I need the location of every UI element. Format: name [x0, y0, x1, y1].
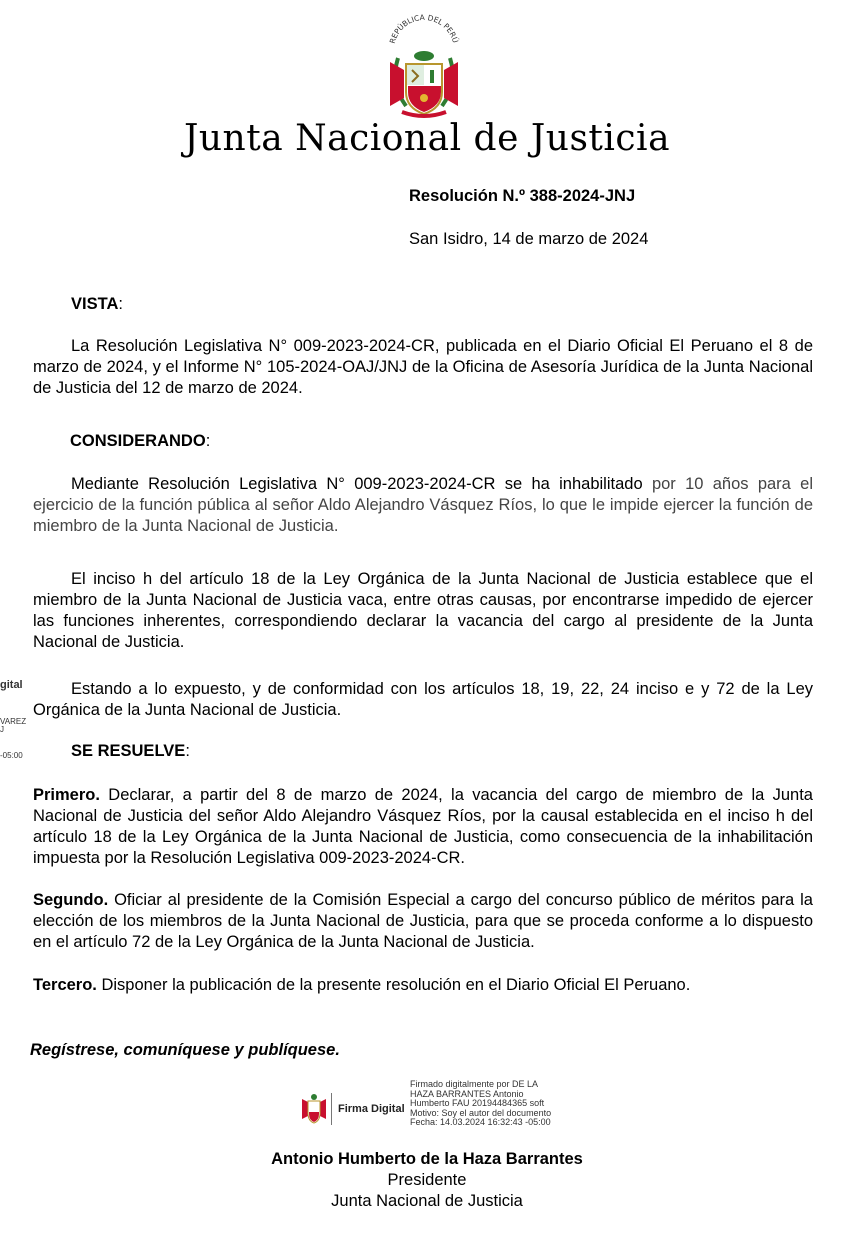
considerando-paragraph-1: Mediante Resolución Legislativa N° 009-2023-2024-CR se ha inhabilitado por 10 años para el ejercicio de la función pública al señor Aldo Alejandro Vásquez Ríos, lo que le impide ejercer la función de miembro de la Junta Nacional de Justicia.: [33, 475, 813, 535]
resuelve-heading: SE RESUELVE:: [71, 742, 190, 760]
vista-heading: VISTA:: [71, 295, 123, 313]
resolution-item-tercero: Tercero. Disponer la publicación de la presente resolución en el Diario Oficial El Peruano.: [33, 976, 691, 994]
digital-signature-details: Firmado digitalmente por DE LA HAZA BARRANTES Antonio Humberto FAU 20194484365 soft Motivo: Soy el autor del documento Fecha: 14.03.2024 16:32:43 -05:00: [410, 1079, 552, 1127]
resolution-item-primero: Primero. Declarar, a partir del 8 de marzo de 2024, la vacancia del cargo de miembro de la Junta Nacional de Justicia del señor Aldo Alejandro Vásquez Ríos, por la causal establecida en el inciso h del artículo 18 de la Ley Orgánica de la Junta Nacional de Justicia, como consecuencia de la inhabilitación impuesta por la Resolución Legislativa 009-2023-2024-CR.: [33, 786, 813, 867]
signature-divider: [331, 1093, 332, 1125]
signer-name: Antonio Humberto de la Haza Barrantes: [271, 1150, 583, 1168]
svg-text:REPÚBLICA DEL PERÚ: REPÚBLICA DEL PERÚ: [387, 14, 461, 45]
considerando-paragraph-3: Estando a lo expuesto, y de conformidad con los artículos 18, 19, 22, 24 inciso e y 72 de la Ley Orgánica de la Junta Nacional de Justicia.: [33, 680, 813, 719]
resolution-item-segundo: Segundo. Oficiar al presidente de la Comisión Especial a cargo del concurso público de méritos para la elección de los miembros de la Junta Nacional de Justicia, para que se proceda conforme a lo dispuesto en el artículo 72 de la Ley Orgánica de la Junta Nacional de Justicia.: [33, 891, 813, 951]
place-date: San Isidro, 14 de marzo de 2024: [409, 230, 649, 248]
signer-organization: Junta Nacional de Justicia: [331, 1192, 523, 1210]
closing-formula: Regístrese, comuníquese y publíquese.: [30, 1041, 340, 1059]
considerando-heading: CONSIDERANDO:: [70, 432, 211, 450]
signer-title: Presidente: [387, 1171, 467, 1189]
digital-signature-label: Firma Digital: [338, 1103, 405, 1115]
side-stamp-fragment: gital VAREZ J -05:00: [0, 679, 27, 760]
digital-signature-seal-icon: [299, 1093, 329, 1125]
coat-of-arms-seal: [384, 14, 464, 120]
considerando-paragraph-2: El inciso h del artículo 18 de la Ley Orgánica de la Junta Nacional de Justicia establece que el miembro de la Junta Nacional de Justicia vaca, entre otras causas, por encontrarse impedido de ejercer las funciones inherentes, correspondiendo declarar la vacancia del cargo al presidente de la Junta Nacional de Justicia.: [33, 570, 813, 651]
vista-paragraph: La Resolución Legislativa N° 009-2023-2024-CR, publicada en el Diario Oficial El Peruano el 8 de marzo de 2024, y el Informe N° 105-2024-OAJ/JNJ de la Oficina de Asesoría Jurídica de la Junta Nacional de Justicia del 12 de marzo de 2024.: [33, 337, 813, 397]
organization-title: Junta Nacional de Justicia: [183, 118, 671, 159]
resolution-number: Resolución N.º 388-2024-JNJ: [409, 187, 636, 205]
